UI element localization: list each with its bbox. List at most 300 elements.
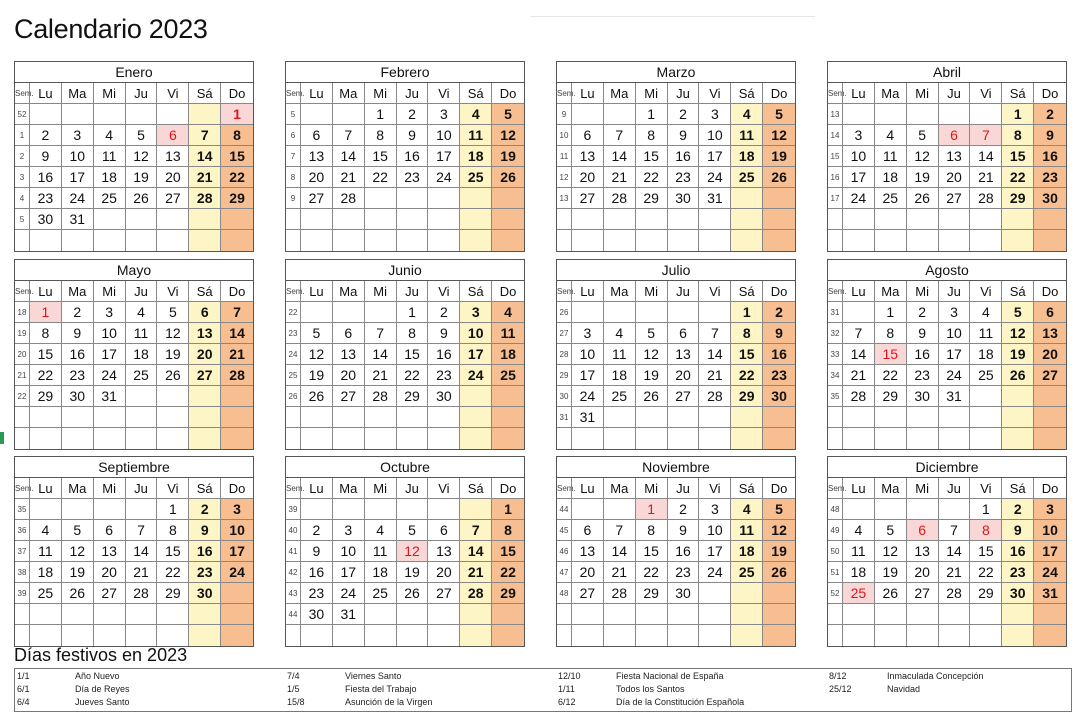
- day-cell: [907, 604, 939, 625]
- day-cell: [460, 188, 492, 209]
- day-cell: 24: [221, 562, 253, 583]
- day-cell: 13: [572, 146, 604, 167]
- day-cell: 27: [157, 188, 189, 209]
- day-cell: 4: [875, 125, 907, 146]
- week-number: 6: [286, 125, 301, 146]
- week-header: Sem.: [286, 83, 301, 104]
- month-septiembre: [14, 456, 254, 647]
- day-cell: 11: [460, 125, 492, 146]
- day-cell: [428, 499, 460, 520]
- day-cell: [94, 209, 126, 230]
- holiday-date: 1/1: [17, 671, 30, 681]
- day-cell: 7: [604, 520, 636, 541]
- weekday-header: Lu: [843, 478, 875, 499]
- day-cell: 11: [365, 541, 397, 562]
- weekday-header: Ju: [126, 281, 158, 302]
- holiday-entry: [287, 670, 537, 682]
- day-cell: 3: [62, 125, 94, 146]
- day-cell: [428, 625, 460, 646]
- day-cell: 4: [126, 302, 158, 323]
- holiday-entry: [558, 683, 808, 695]
- day-cell: 14: [189, 146, 221, 167]
- holiday-entry: [17, 683, 267, 695]
- day-cell: [460, 230, 492, 251]
- day-cell: [875, 499, 907, 520]
- day-cell: 10: [699, 520, 731, 541]
- day-cell: 20: [939, 167, 971, 188]
- day-cell: [94, 407, 126, 428]
- day-cell: 8: [492, 520, 524, 541]
- day-cell: [492, 407, 524, 428]
- week-header: Sem.: [15, 83, 30, 104]
- day-cell: 14: [333, 146, 365, 167]
- week-number: 48: [828, 499, 843, 520]
- day-cell: 9: [189, 520, 221, 541]
- week-number: 25: [286, 365, 301, 386]
- day-cell: 16: [668, 541, 700, 562]
- day-cell: [604, 428, 636, 449]
- week-number: 36: [15, 520, 30, 541]
- week-number: 20: [15, 344, 30, 365]
- week-number: 41: [286, 541, 301, 562]
- weekday-header: Ma: [875, 83, 907, 104]
- day-cell: [301, 209, 333, 230]
- day-cell: [731, 428, 763, 449]
- month-febrero: [285, 61, 525, 252]
- day-cell: [970, 604, 1002, 625]
- day-cell: 15: [636, 146, 668, 167]
- day-cell: 26: [62, 583, 94, 604]
- day-cell: 1: [397, 302, 429, 323]
- day-cell: 27: [572, 188, 604, 209]
- day-cell: [970, 104, 1002, 125]
- week-number: [286, 209, 301, 230]
- day-cell: [221, 230, 253, 251]
- day-cell: 24: [428, 167, 460, 188]
- week-header: Sem.: [286, 281, 301, 302]
- day-cell: [62, 104, 94, 125]
- week-number: 43: [286, 583, 301, 604]
- day-cell: 11: [970, 323, 1002, 344]
- weekday-header: Ma: [333, 83, 365, 104]
- day-cell: 5: [397, 520, 429, 541]
- day-cell: 3: [333, 520, 365, 541]
- day-cell: 8: [1002, 125, 1034, 146]
- weekday-header: Vi: [970, 281, 1002, 302]
- day-cell: [397, 625, 429, 646]
- weekday-header: Vi: [699, 83, 731, 104]
- day-cell: 5: [1002, 302, 1034, 323]
- day-cell: 28: [333, 188, 365, 209]
- weekday-header: Mi: [365, 281, 397, 302]
- weekday-header: Do: [221, 478, 253, 499]
- day-cell: 28: [970, 188, 1002, 209]
- day-cell: [1002, 209, 1034, 230]
- day-cell: [907, 499, 939, 520]
- day-cell: [970, 209, 1002, 230]
- weekday-header: Ma: [333, 281, 365, 302]
- month-name: Septiembre: [15, 457, 253, 478]
- day-cell: 20: [333, 365, 365, 386]
- day-cell: 6: [572, 520, 604, 541]
- day-cell: 8: [157, 520, 189, 541]
- day-cell: [763, 625, 795, 646]
- day-cell: [126, 604, 158, 625]
- weekday-header: Do: [1034, 478, 1066, 499]
- weekday-header: Vi: [428, 478, 460, 499]
- day-cell: 4: [731, 104, 763, 125]
- month-abril: [827, 61, 1067, 252]
- day-cell: 23: [428, 365, 460, 386]
- weekday-header: Vi: [699, 478, 731, 499]
- day-cell: [189, 625, 221, 646]
- day-cell: 6: [572, 125, 604, 146]
- day-cell: [30, 499, 62, 520]
- week-number: [828, 209, 843, 230]
- day-cell: 26: [157, 365, 189, 386]
- month-name: Octubre: [286, 457, 524, 478]
- week-number: [15, 604, 30, 625]
- day-cell: 20: [1034, 344, 1066, 365]
- day-cell: 5: [763, 499, 795, 520]
- day-cell: 31: [333, 604, 365, 625]
- day-cell: [94, 428, 126, 449]
- day-cell: 18: [126, 344, 158, 365]
- day-cell: 14: [365, 344, 397, 365]
- day-cell: 22: [221, 167, 253, 188]
- day-cell: [875, 604, 907, 625]
- day-cell: [763, 209, 795, 230]
- day-cell: 13: [668, 344, 700, 365]
- day-cell: [492, 188, 524, 209]
- day-cell: 30: [1034, 188, 1066, 209]
- day-cell: 8: [970, 520, 1002, 541]
- weekday-header: Lu: [30, 478, 62, 499]
- week-number: [15, 428, 30, 449]
- weekday-header: Vi: [428, 83, 460, 104]
- weekday-header: Do: [221, 281, 253, 302]
- day-cell: 2: [763, 302, 795, 323]
- week-number: 34: [828, 365, 843, 386]
- day-cell: [1002, 625, 1034, 646]
- day-cell: 9: [62, 323, 94, 344]
- holiday-name: Inmaculada Concepción: [887, 671, 984, 681]
- week-number: 44: [557, 499, 572, 520]
- week-header: Sem.: [828, 281, 843, 302]
- week-number: 51: [828, 562, 843, 583]
- week-number: 39: [286, 499, 301, 520]
- weekday-header: Lu: [30, 281, 62, 302]
- day-cell: [636, 302, 668, 323]
- day-cell: 6: [907, 520, 939, 541]
- day-cell: 25: [126, 365, 158, 386]
- day-cell: 21: [699, 365, 731, 386]
- weekday-header: Ma: [875, 478, 907, 499]
- day-cell: [939, 230, 971, 251]
- week-number: [557, 625, 572, 646]
- day-cell: 13: [572, 541, 604, 562]
- day-cell: 26: [636, 386, 668, 407]
- week-number: 13: [557, 188, 572, 209]
- day-cell: 19: [1002, 344, 1034, 365]
- day-cell: 2: [907, 302, 939, 323]
- day-cell: 19: [157, 344, 189, 365]
- day-cell: 14: [970, 146, 1002, 167]
- day-cell: 24: [333, 583, 365, 604]
- day-cell: 21: [939, 562, 971, 583]
- day-cell: 31: [1034, 583, 1066, 604]
- day-cell: [126, 499, 158, 520]
- day-cell: 30: [428, 386, 460, 407]
- day-cell: 15: [492, 541, 524, 562]
- holiday-date: 12/10: [558, 671, 581, 681]
- day-cell: 3: [572, 323, 604, 344]
- week-number: 27: [557, 323, 572, 344]
- day-cell: 22: [636, 562, 668, 583]
- day-cell: 4: [365, 520, 397, 541]
- day-cell: 17: [94, 344, 126, 365]
- day-cell: [365, 428, 397, 449]
- day-cell: [699, 209, 731, 230]
- week-header: Sem.: [557, 281, 572, 302]
- week-number: 9: [286, 188, 301, 209]
- day-cell: 16: [30, 167, 62, 188]
- day-cell: [157, 407, 189, 428]
- week-number: 19: [15, 323, 30, 344]
- day-cell: [492, 386, 524, 407]
- day-cell: [668, 230, 700, 251]
- day-cell: 12: [397, 541, 429, 562]
- week-number: 46: [557, 541, 572, 562]
- day-cell: 10: [94, 323, 126, 344]
- day-cell: [970, 407, 1002, 428]
- day-cell: [699, 407, 731, 428]
- weekday-header: Ma: [604, 281, 636, 302]
- day-cell: [699, 428, 731, 449]
- holiday-entry: [287, 683, 537, 695]
- month-days-grid: [286, 281, 524, 449]
- week-header: Sem.: [828, 478, 843, 499]
- day-cell: [492, 428, 524, 449]
- day-cell: 13: [189, 323, 221, 344]
- day-cell: [365, 209, 397, 230]
- day-cell: 13: [907, 541, 939, 562]
- day-cell: [699, 583, 731, 604]
- day-cell: 29: [1002, 188, 1034, 209]
- day-cell: 26: [907, 188, 939, 209]
- day-cell: 25: [875, 188, 907, 209]
- day-cell: 26: [301, 386, 333, 407]
- day-cell: 18: [460, 146, 492, 167]
- day-cell: 19: [907, 167, 939, 188]
- week-number: 40: [286, 520, 301, 541]
- day-cell: [843, 407, 875, 428]
- month-days-grid: [557, 281, 795, 449]
- weekday-header: Ju: [126, 83, 158, 104]
- day-cell: 14: [699, 344, 731, 365]
- day-cell: [301, 104, 333, 125]
- day-cell: 11: [843, 541, 875, 562]
- day-cell: [699, 230, 731, 251]
- day-cell: 22: [365, 167, 397, 188]
- day-cell: 22: [875, 365, 907, 386]
- day-cell: 14: [604, 146, 636, 167]
- day-cell: 3: [94, 302, 126, 323]
- day-cell: 10: [1034, 520, 1066, 541]
- day-cell: 20: [907, 562, 939, 583]
- day-cell: [939, 428, 971, 449]
- week-number: [286, 230, 301, 251]
- weekday-header: Do: [492, 281, 524, 302]
- day-cell: 3: [843, 125, 875, 146]
- day-cell: 13: [94, 541, 126, 562]
- holidays-title: Días festivos en 2023: [14, 645, 188, 665]
- holiday-entry: [287, 696, 537, 708]
- day-cell: [970, 230, 1002, 251]
- holiday-entry: [558, 696, 808, 708]
- day-cell: 15: [157, 541, 189, 562]
- day-cell: [636, 625, 668, 646]
- day-cell: [460, 625, 492, 646]
- day-cell: 17: [699, 146, 731, 167]
- day-cell: [301, 499, 333, 520]
- day-cell: 7: [189, 125, 221, 146]
- week-number: 5: [15, 209, 30, 230]
- month-junio: [285, 259, 525, 450]
- day-cell: 18: [731, 146, 763, 167]
- day-cell: [492, 625, 524, 646]
- month-mayo: [14, 259, 254, 450]
- day-cell: [333, 499, 365, 520]
- day-cell: 2: [428, 302, 460, 323]
- day-cell: [397, 604, 429, 625]
- day-cell: 16: [189, 541, 221, 562]
- day-cell: 2: [62, 302, 94, 323]
- day-cell: 9: [907, 323, 939, 344]
- weekday-header: Vi: [970, 478, 1002, 499]
- day-cell: 25: [94, 188, 126, 209]
- day-cell: 3: [221, 499, 253, 520]
- day-cell: [572, 499, 604, 520]
- day-cell: 6: [94, 520, 126, 541]
- day-cell: 3: [1034, 499, 1066, 520]
- day-cell: 30: [1002, 583, 1034, 604]
- weekday-header: Ju: [939, 83, 971, 104]
- day-cell: [668, 209, 700, 230]
- day-cell: 2: [397, 104, 429, 125]
- day-cell: 9: [763, 323, 795, 344]
- day-cell: 26: [1002, 365, 1034, 386]
- day-cell: 15: [365, 146, 397, 167]
- day-cell: 14: [460, 541, 492, 562]
- day-cell: 7: [126, 520, 158, 541]
- day-cell: [460, 428, 492, 449]
- day-cell: 12: [157, 323, 189, 344]
- day-cell: 9: [1034, 125, 1066, 146]
- week-header: Sem.: [15, 281, 30, 302]
- month-name: Marzo: [557, 62, 795, 83]
- day-cell: 29: [30, 386, 62, 407]
- day-cell: 18: [843, 562, 875, 583]
- day-cell: [460, 604, 492, 625]
- day-cell: [397, 188, 429, 209]
- day-cell: [301, 428, 333, 449]
- holiday-name: Año Nuevo: [75, 671, 120, 681]
- weekday-header: Ju: [668, 478, 700, 499]
- holiday-date: 6/12: [558, 697, 576, 707]
- weekday-header: Ju: [668, 83, 700, 104]
- week-number: [557, 604, 572, 625]
- day-cell: 19: [126, 167, 158, 188]
- day-cell: 6: [428, 520, 460, 541]
- week-number: [557, 209, 572, 230]
- week-number: [557, 230, 572, 251]
- day-cell: 16: [1002, 541, 1034, 562]
- day-cell: 2: [1034, 104, 1066, 125]
- day-cell: 10: [333, 541, 365, 562]
- month-days-grid: [828, 281, 1066, 449]
- day-cell: 9: [428, 323, 460, 344]
- month-days-grid: [286, 83, 524, 251]
- weekday-header: Sá: [1002, 83, 1034, 104]
- day-cell: 23: [30, 188, 62, 209]
- day-cell: 4: [731, 499, 763, 520]
- day-cell: 16: [668, 146, 700, 167]
- day-cell: 26: [126, 188, 158, 209]
- day-cell: [731, 209, 763, 230]
- month-name: Agosto: [828, 260, 1066, 281]
- day-cell: 10: [572, 344, 604, 365]
- day-cell: [365, 499, 397, 520]
- week-number: [15, 625, 30, 646]
- day-cell: 27: [301, 188, 333, 209]
- weekday-header: Ma: [875, 281, 907, 302]
- day-cell: 2: [30, 125, 62, 146]
- weekday-header: Ju: [668, 281, 700, 302]
- day-cell: 4: [94, 125, 126, 146]
- weekday-header: Mi: [94, 281, 126, 302]
- day-cell: [62, 428, 94, 449]
- holiday-name: Navidad: [887, 684, 921, 694]
- month-name: Febrero: [286, 62, 524, 83]
- day-cell: 1: [636, 104, 668, 125]
- day-cell: [126, 230, 158, 251]
- day-cell: [1034, 428, 1066, 449]
- weekday-header: Lu: [301, 478, 333, 499]
- month-noviembre: [556, 456, 796, 647]
- day-cell: 20: [428, 562, 460, 583]
- day-cell: [731, 188, 763, 209]
- weekday-header: Lu: [572, 478, 604, 499]
- day-cell: [875, 104, 907, 125]
- day-cell: 25: [970, 365, 1002, 386]
- day-cell: 27: [939, 188, 971, 209]
- day-cell: [30, 104, 62, 125]
- day-cell: [572, 604, 604, 625]
- day-cell: 27: [668, 386, 700, 407]
- day-cell: 28: [604, 583, 636, 604]
- day-cell: 8: [636, 520, 668, 541]
- day-cell: [126, 407, 158, 428]
- weekday-header: Sá: [189, 281, 221, 302]
- day-cell: [157, 386, 189, 407]
- day-cell: [189, 386, 221, 407]
- weekday-header: Ju: [397, 281, 429, 302]
- day-cell: [939, 407, 971, 428]
- day-cell: 23: [301, 583, 333, 604]
- day-cell: 5: [636, 323, 668, 344]
- day-cell: 17: [460, 344, 492, 365]
